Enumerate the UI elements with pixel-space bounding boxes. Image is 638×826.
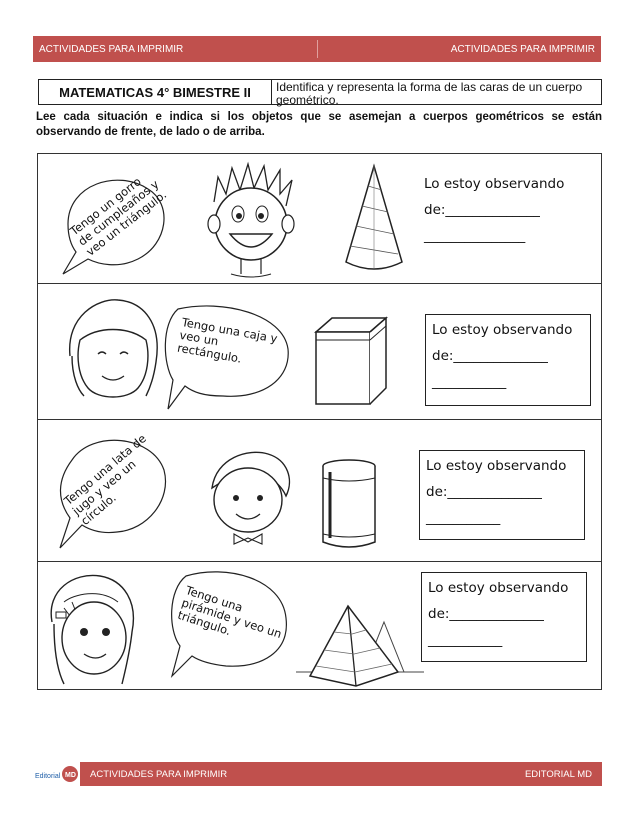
top-banner-left-text: ACTIVIDADES PARA IMPRIMIR (39, 43, 184, 55)
instructions: Lee cada situación e indica si los objetos que se asemejan a cuerpos geométricos se están observando de frente, de lado o de arriba. (36, 111, 602, 138)
answer-box-2[interactable]: Lo estoy observando de:______________ ___________ (425, 314, 591, 406)
bubble-text-3: Tengo una lata de jugo y veo un círculo. (61, 431, 149, 528)
box-icon (310, 314, 390, 409)
svg-text:Editorial: Editorial (35, 773, 61, 780)
girl-icon (58, 296, 168, 408)
soda-can-icon (316, 458, 382, 553)
activity-row-3 (38, 420, 601, 562)
spiky-hair-boy-icon (196, 162, 306, 280)
bubble-text-2: Tengo una caja y veo un rectángulo. (176, 315, 279, 366)
bottom-banner-left-text: ACTIVIDADES PARA IMPRIMIR (90, 768, 228, 780)
answer-box-1[interactable]: Lo estoy observando de:______________ _______________ (418, 169, 578, 254)
pyramid-icon (294, 602, 426, 688)
svg-text:MD: MD (65, 772, 76, 779)
objective-cell (272, 79, 602, 105)
answer-box-4[interactable]: Lo estoy observando de:______________ ___________ (421, 572, 587, 662)
bottom-banner (80, 762, 602, 786)
editorial-logo-icon (33, 763, 79, 785)
top-banner-divider (317, 40, 318, 58)
party-hat-cone-icon (338, 164, 408, 278)
header-table (38, 79, 602, 105)
bubble-text-1: Tengo un gorro de cumpleaños y veo un triángulo. (67, 174, 170, 259)
girl-with-clip-icon (44, 572, 144, 690)
objective-text: Identifica y representa la forma de las caras de un cuerpo geométrico. (276, 80, 583, 107)
top-banner (33, 36, 601, 62)
answer-box-3[interactable]: Lo estoy observando de:______________ ___________ (419, 450, 585, 540)
activity-row-1 (38, 154, 601, 284)
activity-row-4 (38, 562, 601, 691)
top-banner-right-text: ACTIVIDADES PARA IMPRIMIR (450, 43, 595, 55)
activity-row-2 (38, 284, 601, 420)
activity-grid (37, 153, 602, 690)
bottom-banner-right-text: EDITORIAL MD (524, 768, 592, 780)
boy-icon (198, 448, 298, 548)
bubble-text-4: Tengo una pirámide y veo un triángulo. (175, 583, 284, 641)
subject-title: MATEMATICAS 4° BIMESTRE II (38, 79, 272, 105)
